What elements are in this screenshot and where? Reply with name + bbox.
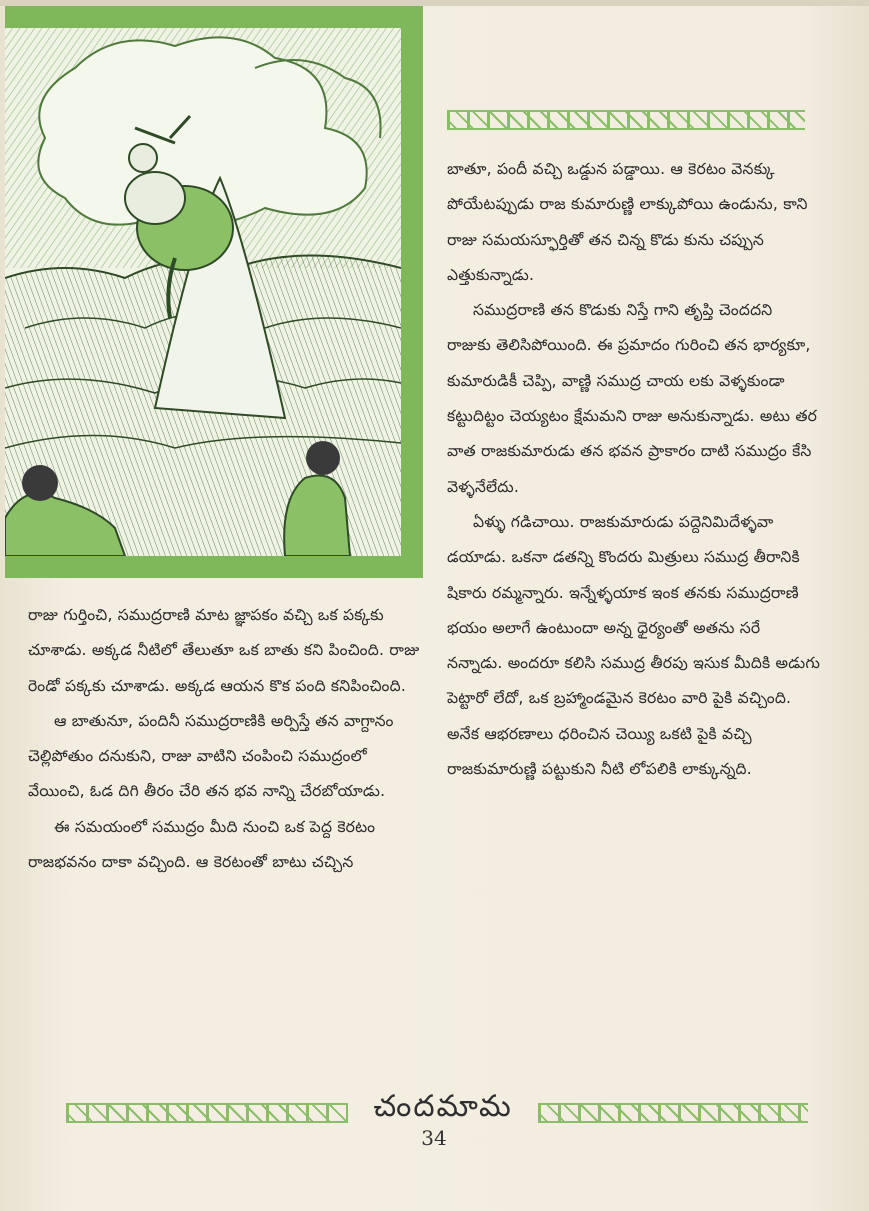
paragraph: ఆ బాతునూ, పందినీ సముద్రరాణికి అర్పిస్తే తన వాగ్దానం చెల్లిపోతుం దనుకుని, రాజు వాటిని చంపించి సముద్రంలో వేయించి, ఓడ దిగి తీరం చేరి తన భవ నాన్ని చేరబోయాడు. [28,711,394,801]
paragraph: బాతూ, పందీ వచ్చి ఒడ్డున పడ్డాయి. ఆ కెరటం వెనక్కు పోయేటప్పుడు రాజ కుమారుణ్ణి లాక్కుపోయి ఉండును, కాని రాజు సమయస్ఫూర్తితో తన చిన్న కొడు కును చప్పున ఎత్తుకున్నాడు. [447,160,808,284]
sea-wave-drawing [5,28,401,556]
illustration-panel [5,28,401,556]
decorative-border-footer-left [66,1103,348,1123]
decorative-border-top [447,110,805,130]
left-text-column [28,598,428,880]
right-text-column [447,152,821,787]
paragraph: సముద్రరాణి తన కొడుకు నిస్తే గాని తృప్తి చెందదని రాజుకు తెలిసిపోయింది. ఈ ప్రమాదం గురించి తన భార్యకూ, కుమారుడికీ చెప్పి, వాణ్ణి సముద్ర చాయ లకు వెళ్ళకుండా కట్టుదిట్టం చెయ్యటం క్షేమమని రాజు అనుకున్నాడు. అటు తర వాత రాజకుమారుడు తన భవన ప్రాకారం దాటి సముద్రం కేసి వెళ్ళనేలేదు. [447,301,818,496]
magazine-title: చందమామ [373,1089,513,1124]
page-number: 34 [421,1126,447,1150]
paragraph: ఈ సమయంలో సముద్రం మీది నుంచి ఒక పెద్ద కెరటం రాజభవనం దాకా వచ్చింది. ఆ కెరటంతో బాటు చచ్చిన [28,817,376,872]
paragraph: రాజు గుర్తించి, సముద్రరాణి మాట జ్ఞాపకం వచ్చి ఒక పక్కకు చూశాడు. అక్కడ నీటిలో తేలుతూ ఒక బాతు కని పించింది. రాజు రెండో పక్కకు చూశాడు. అక్కడ ఆయన కొక పంది కనిపించింది. [28,606,420,695]
paragraph: ఏళ్ళు గడిచాయి. రాజకుమారుడు పద్దెనిమిదేళ్ళవా డయాడు. ఒకనా డతన్ని కొందరు మిత్రులు సముద్ర తీరానికి షికారు రమ్మన్నారు. ఇన్నేళ్ళయాక ఇంక తనకు సముద్రరాణి భయం అలాగే ఉంటుందా అన్న ధైర్యంతో అతను సరే నన్నాడు. అందరూ కలిసి సముద్ర తీరపు ఇసుక మీదికి అడుగు పెట్టారో లేదో, ఒక బ్రహ్మాండమైన కెరటం వారి పైకి వచ్చింది. అనేక ఆభరణాలు ధరించిన చెయ్యి ఒకటి పైకి వచ్చి రాజకుమారుణ్ణి పట్టుకుని నీటి లోపలికి లాక్కున్నది. [447,512,821,779]
decorative-border-footer-right [538,1103,808,1123]
story-illustration [5,6,423,578]
